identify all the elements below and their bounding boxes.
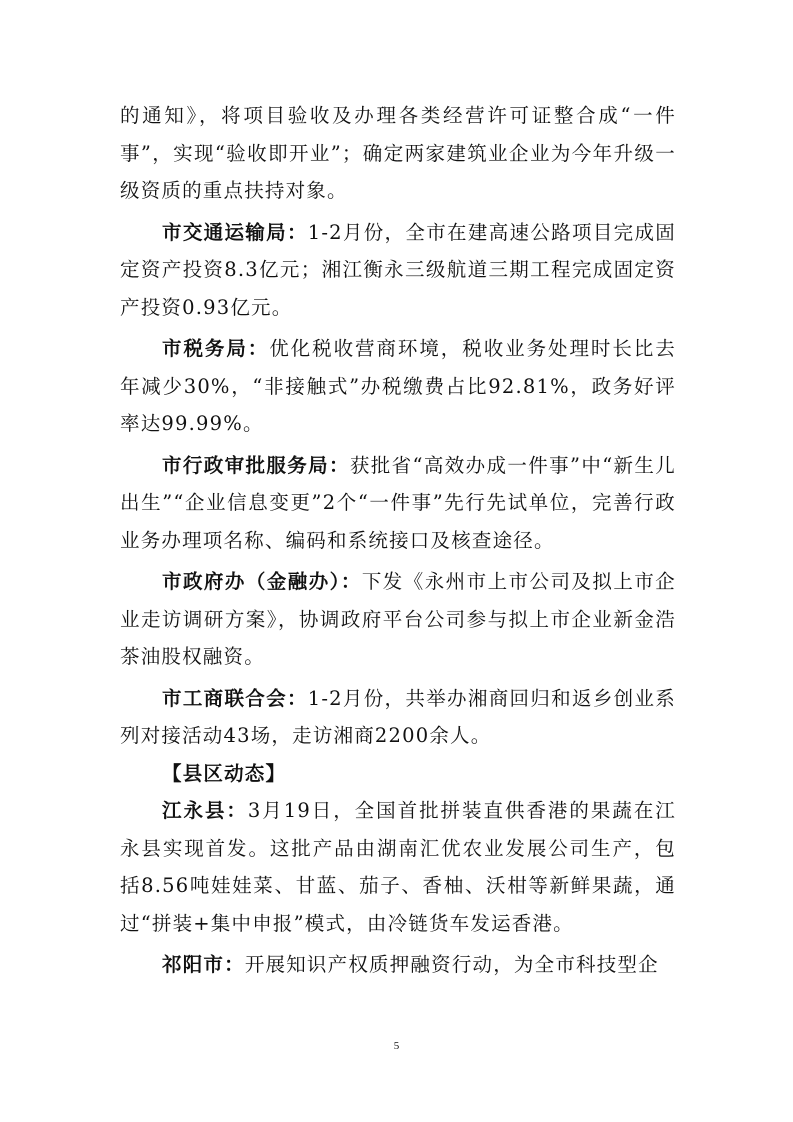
paragraph-government-office: [120, 563, 676, 676]
paragraph-commerce-federation: [120, 680, 676, 755]
paragraph-label: 市行政审批服务局：: [162, 453, 350, 477]
paragraph-text: 开展知识产权质押融资行动，为全市科技型企: [244, 953, 659, 976]
paragraph-continuation: [120, 97, 676, 210]
paragraph-label: 市政府办（金融办）：: [162, 570, 362, 593]
paragraph-text: 下发《永州市上市公司及拟上市企业走访调研方案》，协调政府平台公司参与拟上市企业新金浩茶油股权融资。: [120, 570, 676, 668]
paragraph-text: 3月19日，全国首批拼装直供香港的果蔬在江永县实现首发。这批产品由湖南汇优农业发展公司生产，包括8.56吨娃娃菜、甘蓝、茄子、香柚、沃柑等新鲜果蔬，通过“拼装+集中申报”模式，由冷链货车发运香港。: [120, 799, 676, 935]
paragraph-text: 1-2月份，全市在建高速公路项目完成固定资产投资8.3亿元；湘江衡永三级航道三期工程完成固定资产投资0.93亿元。: [120, 220, 676, 319]
paragraph-label: 市税务局：: [162, 337, 270, 360]
paragraph-text: 优化税收营商环境，税收业务处理时长比去年减少30%，“非接触式”办税缴费占比92.81%，政务好评率达99.99%。: [120, 337, 676, 435]
paragraph-qiyang: [120, 946, 676, 984]
document-body: [120, 97, 676, 984]
paragraph-label: 江永县：: [162, 799, 248, 822]
paragraph-transport-bureau: [120, 214, 676, 327]
paragraph-label: 祁阳市：: [162, 953, 245, 976]
section-heading: 【县区动态】: [162, 761, 287, 785]
paragraph-tax-bureau: [120, 330, 676, 443]
paragraph-label: 市交通运输局：: [162, 220, 308, 244]
paragraph-approval-bureau: [120, 447, 676, 560]
paragraph-text: 1-2月份，共举办湘商回归和返乡创业系列对接活动43场，走访湘商2200余人。: [120, 686, 676, 747]
page-number: 5: [393, 1040, 400, 1052]
paragraph-text: 的通知》，将项目验收及办理各类经营许可证整合成“一件事”，实现“验收即开业”；确定两家建筑业企业为今年升级一级资质的重点扶持对象。: [120, 104, 676, 202]
paragraph-jiangyong: [120, 792, 676, 942]
paragraph-text: 获批省“高效办成一件事”中“新生儿出生”“企业信息变更”2个“一件事”先行先试单位，完善行政业务办理项名称、编码和系统接口及核查途径。: [120, 453, 676, 552]
paragraph-label: 市工商联合会：: [162, 686, 308, 710]
